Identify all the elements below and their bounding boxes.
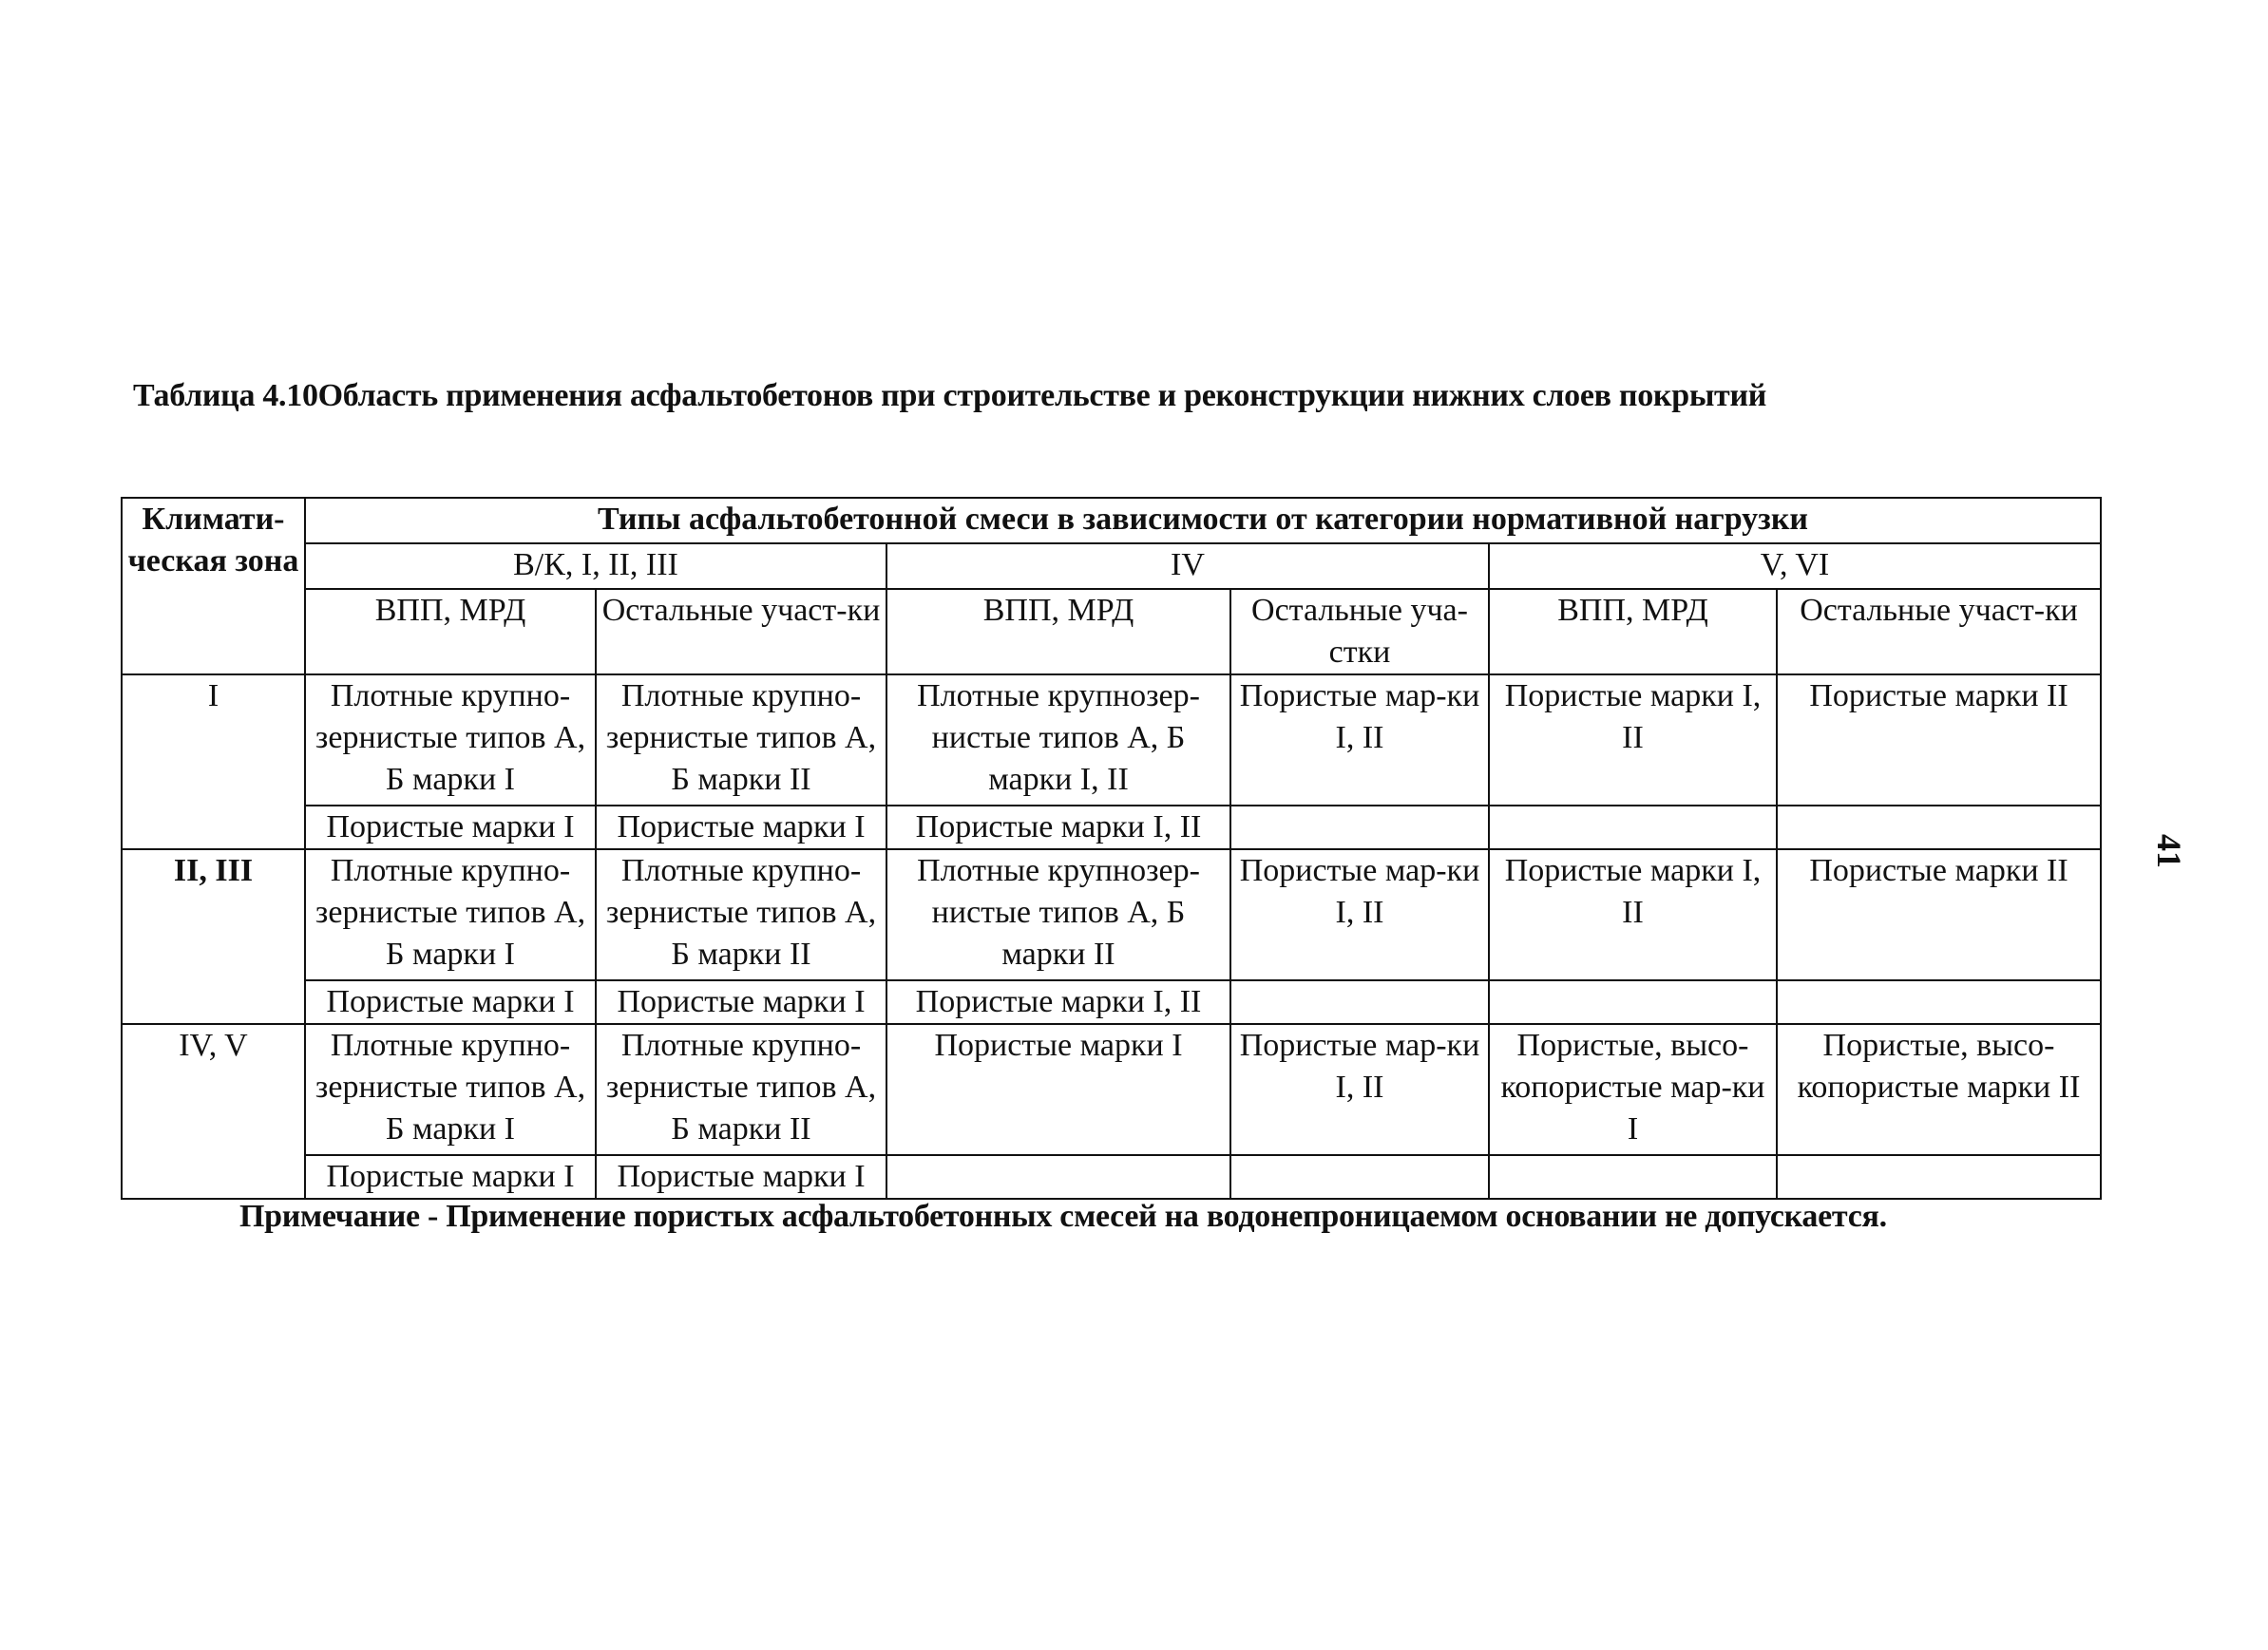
- mix-cell: Пористые марки I, II: [886, 806, 1230, 849]
- mix-cell: [1230, 980, 1489, 1024]
- mix-cell: [886, 1155, 1230, 1199]
- section-type-header: Остальные уча-стки: [1230, 589, 1489, 674]
- mix-cell: [1777, 1155, 2101, 1199]
- zone-cell: IV, V: [122, 1024, 305, 1199]
- load-category-header: V, VI: [1489, 543, 2101, 589]
- mix-cell: Пористые марки I: [596, 806, 886, 849]
- table-row: [122, 980, 2101, 1024]
- section-type-header: Остальные участ-ки: [1777, 589, 2101, 674]
- table-row: [122, 849, 2101, 980]
- mix-cell: [1777, 980, 2101, 1024]
- mix-cell: Пористые марки I, II: [1489, 849, 1777, 980]
- table-row: [122, 674, 2101, 806]
- mix-cell: [1489, 980, 1777, 1024]
- mix-cell: [1489, 806, 1777, 849]
- mix-cell: Пористые марки I: [596, 1155, 886, 1199]
- mix-cell: Пористые мар-ки I, II: [1230, 1024, 1489, 1155]
- mix-cell: [1777, 806, 2101, 849]
- mix-cell: Плотные крупно-зернистые типов А, Б марки I: [305, 849, 596, 980]
- zone-header-cell: Климати-ческая зона: [122, 498, 305, 674]
- mix-cell: Плотные крупно-зернистые типов А, Б марки I: [305, 1024, 596, 1155]
- zone-cell: II, III: [122, 849, 305, 1024]
- table-row: [122, 1155, 2101, 1199]
- mix-cell: [1230, 806, 1489, 849]
- section-type-header: Остальные участ-ки: [596, 589, 886, 674]
- mix-cell: Плотные крупно-зернистые типов А, Б марки I: [305, 674, 596, 806]
- mix-cell: Пористые мар-ки I, II: [1230, 849, 1489, 980]
- table-row: [122, 806, 2101, 849]
- mix-cell: [1230, 1155, 1489, 1199]
- mix-cell: Плотные крупнозер-нистые типов А, Б марки II: [886, 849, 1230, 980]
- mix-cell: Плотные крупно-зернистые типов А, Б марки II: [596, 1024, 886, 1155]
- mix-cell: Пористые марки I: [305, 806, 596, 849]
- mix-cell: Пористые, высо-копористые мар-ки I: [1489, 1024, 1777, 1155]
- mix-cell: Пористые марки II: [1777, 849, 2101, 980]
- section-type-header: ВПП, МРД: [1489, 589, 1777, 674]
- mix-cell: Пористые, высо-копористые марки II: [1777, 1024, 2101, 1155]
- page-number: 41: [2150, 834, 2188, 868]
- table-row: [122, 1024, 2101, 1155]
- mix-cell: Пористые мар-ки I, II: [1230, 674, 1489, 806]
- mix-cell: [1489, 1155, 1777, 1199]
- table-caption: Таблица 4.10Область применения асфальтобетонов при строительстве и реконструкции нижних слоев покрытий: [133, 378, 1767, 413]
- table-note: Примечание - Применение пористых асфальтобетонных смесей на водонепроницаемом основании не допускается.: [239, 1199, 1887, 1234]
- load-category-header: IV: [886, 543, 1489, 589]
- mix-cell: Пористые марки I, II: [1489, 674, 1777, 806]
- mix-cell: Пористые марки I: [886, 1024, 1230, 1155]
- mix-cell: Плотные крупно-зернистые типов А, Б марки II: [596, 849, 886, 980]
- asphalt-application-table: [121, 497, 2100, 1200]
- types-header-cell: Типы асфальтобетонной смеси в зависимости от категории нормативной нагрузки: [305, 498, 2101, 543]
- mix-cell: Пористые марки I: [305, 980, 596, 1024]
- mix-cell: Плотные крупно-зернистые типов А, Б марки II: [596, 674, 886, 806]
- mix-cell: Пористые марки I: [305, 1155, 596, 1199]
- mix-cell: Пористые марки I, II: [886, 980, 1230, 1024]
- mix-cell: Пористые марки II: [1777, 674, 2101, 806]
- section-type-header: ВПП, МРД: [886, 589, 1230, 674]
- load-category-header: В/К, I, II, III: [305, 543, 886, 589]
- data-table: [121, 497, 2102, 1200]
- zone-cell: I: [122, 674, 305, 849]
- mix-cell: Плотные крупнозер-нистые типов А, Б марки I, II: [886, 674, 1230, 806]
- section-type-header: ВПП, МРД: [305, 589, 596, 674]
- mix-cell: Пористые марки I: [596, 980, 886, 1024]
